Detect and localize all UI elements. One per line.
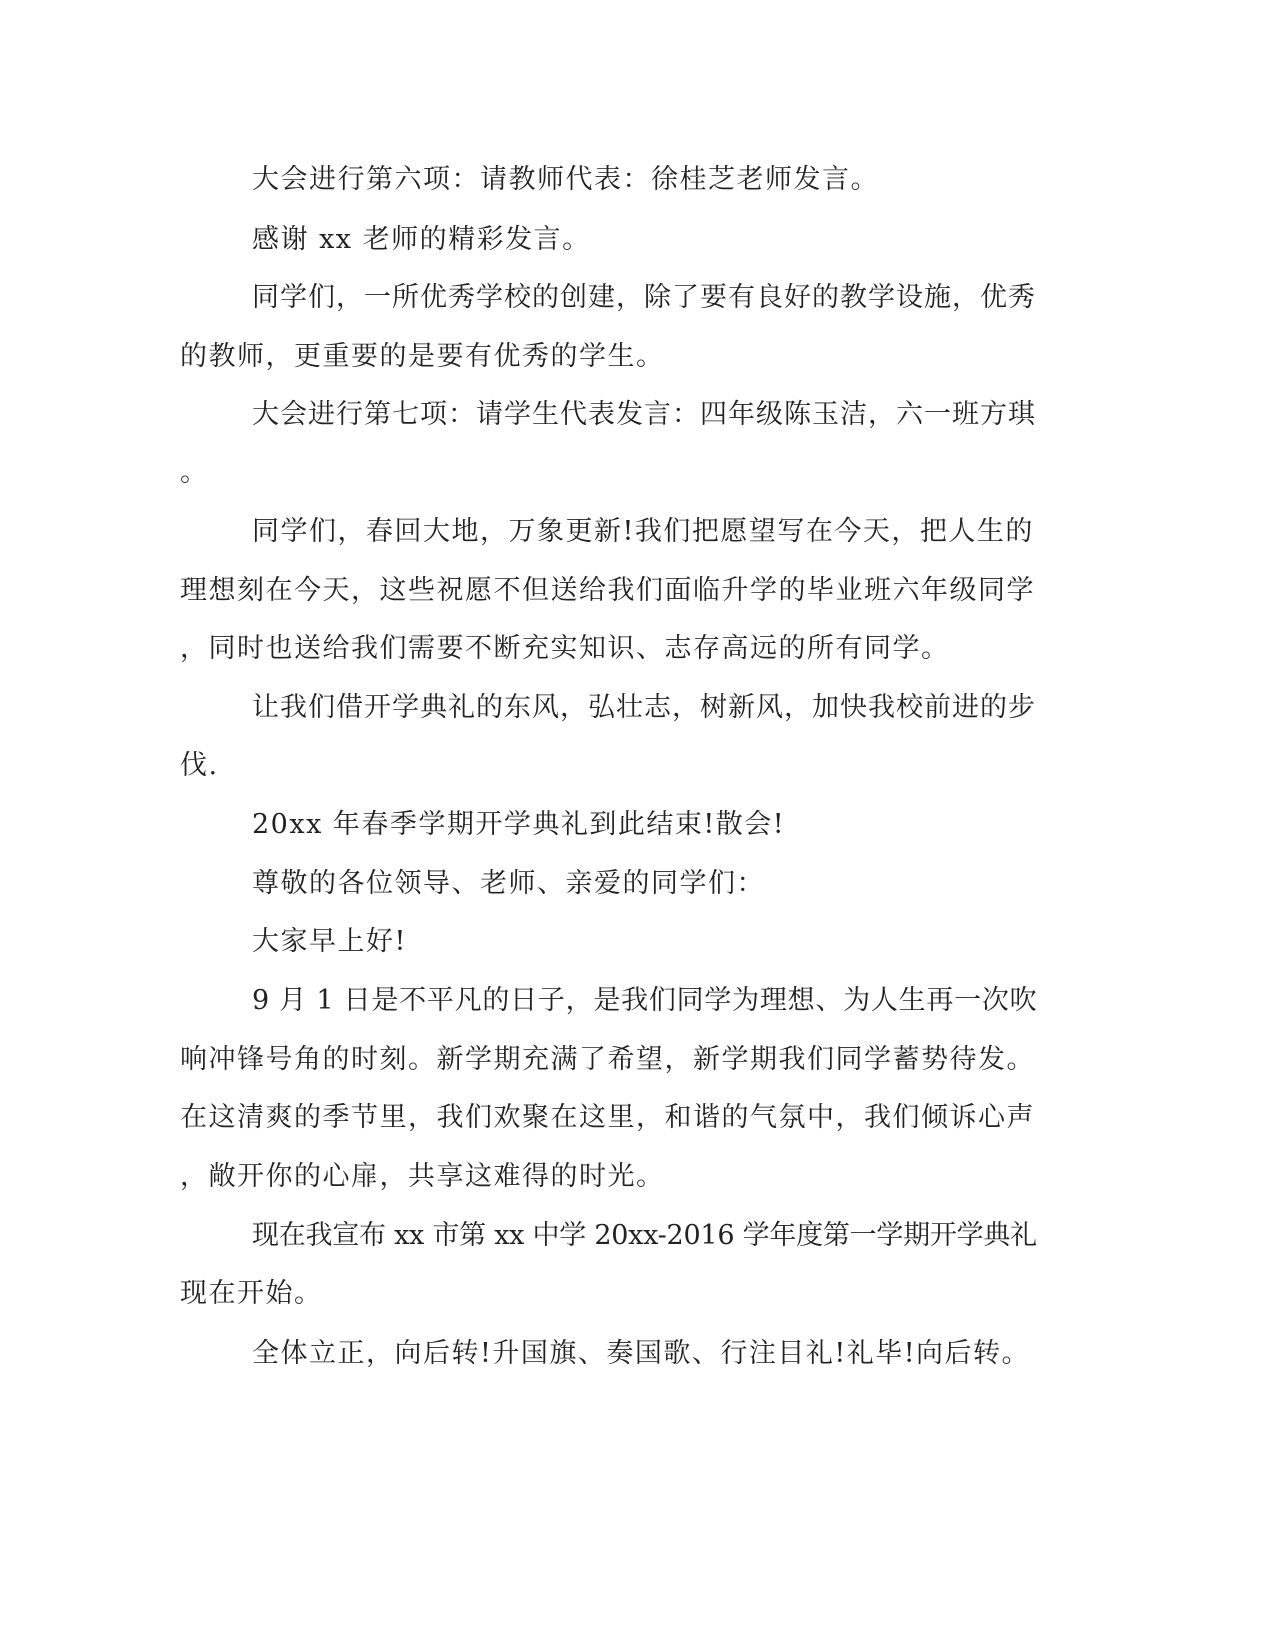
paragraph-line: 理想刻在今天，这些祝愿不但送给我们面临升学的毕业班六年级同学	[180, 575, 1035, 606]
paragraph-line: 大家早上好!	[252, 926, 407, 957]
paragraph-line: 20xx 年春季学期开学典礼到此结束!散会!	[252, 809, 786, 840]
paragraph-line: 现在我宣布 xx 市第 xx 中学 20xx-2016 学年度第一学期开学典礼	[252, 1220, 1037, 1251]
paragraph-line: 现在开始。	[180, 1278, 323, 1309]
paragraph-line: ，同时也送给我们需要不断充实知识、志存高远的所有同学。	[180, 633, 950, 664]
paragraph-line: 尊敬的各位领导、老师、亲爱的同学们：	[252, 868, 765, 899]
paragraph-line: 同学们，春回大地，万象更新!我们把愿望写在今天，把人生的	[252, 516, 1034, 547]
paragraph-line: 让我们借开学典礼的东风，弘壮志，树新风，加快我校前进的步	[252, 692, 1036, 723]
paragraph-line: 9 月 1 日是不平凡的日子，是我们同学为理想、为人生再一次吹	[252, 985, 1038, 1016]
paragraph-line: 在这清爽的季节里，我们欢聚在这里，和谐的气氛中，我们倾诉心声	[180, 1102, 1035, 1133]
paragraph-line: 伐.	[180, 750, 219, 781]
paragraph-line: 。	[180, 457, 209, 488]
paragraph-line: 响冲锋号角的时刻。新学期充满了希望，新学期我们同学蓄势待发。	[180, 1044, 1035, 1075]
paragraph-line: ，敞开你的心扉，共享这难得的时光。	[180, 1161, 665, 1192]
paragraph-line: 大会进行第六项：请教师代表：徐桂芝老师发言。	[252, 164, 879, 195]
paragraph-line: 全体立正，向后转!升国旗、奏国歌、行注目礼!礼毕!向后转。	[252, 1338, 1031, 1369]
paragraph-line: 大会进行第七项：请学生代表发言：四年级陈玉洁，六一班方琪	[252, 399, 1036, 430]
paragraph-line: 同学们，一所优秀学校的创建，除了要有良好的教学设施，优秀	[252, 282, 1036, 313]
paragraph-line: 的教师，更重要的是要有优秀的学生。	[180, 341, 665, 372]
paragraph-line: 感谢 xx 老师的精彩发言。	[252, 224, 591, 255]
